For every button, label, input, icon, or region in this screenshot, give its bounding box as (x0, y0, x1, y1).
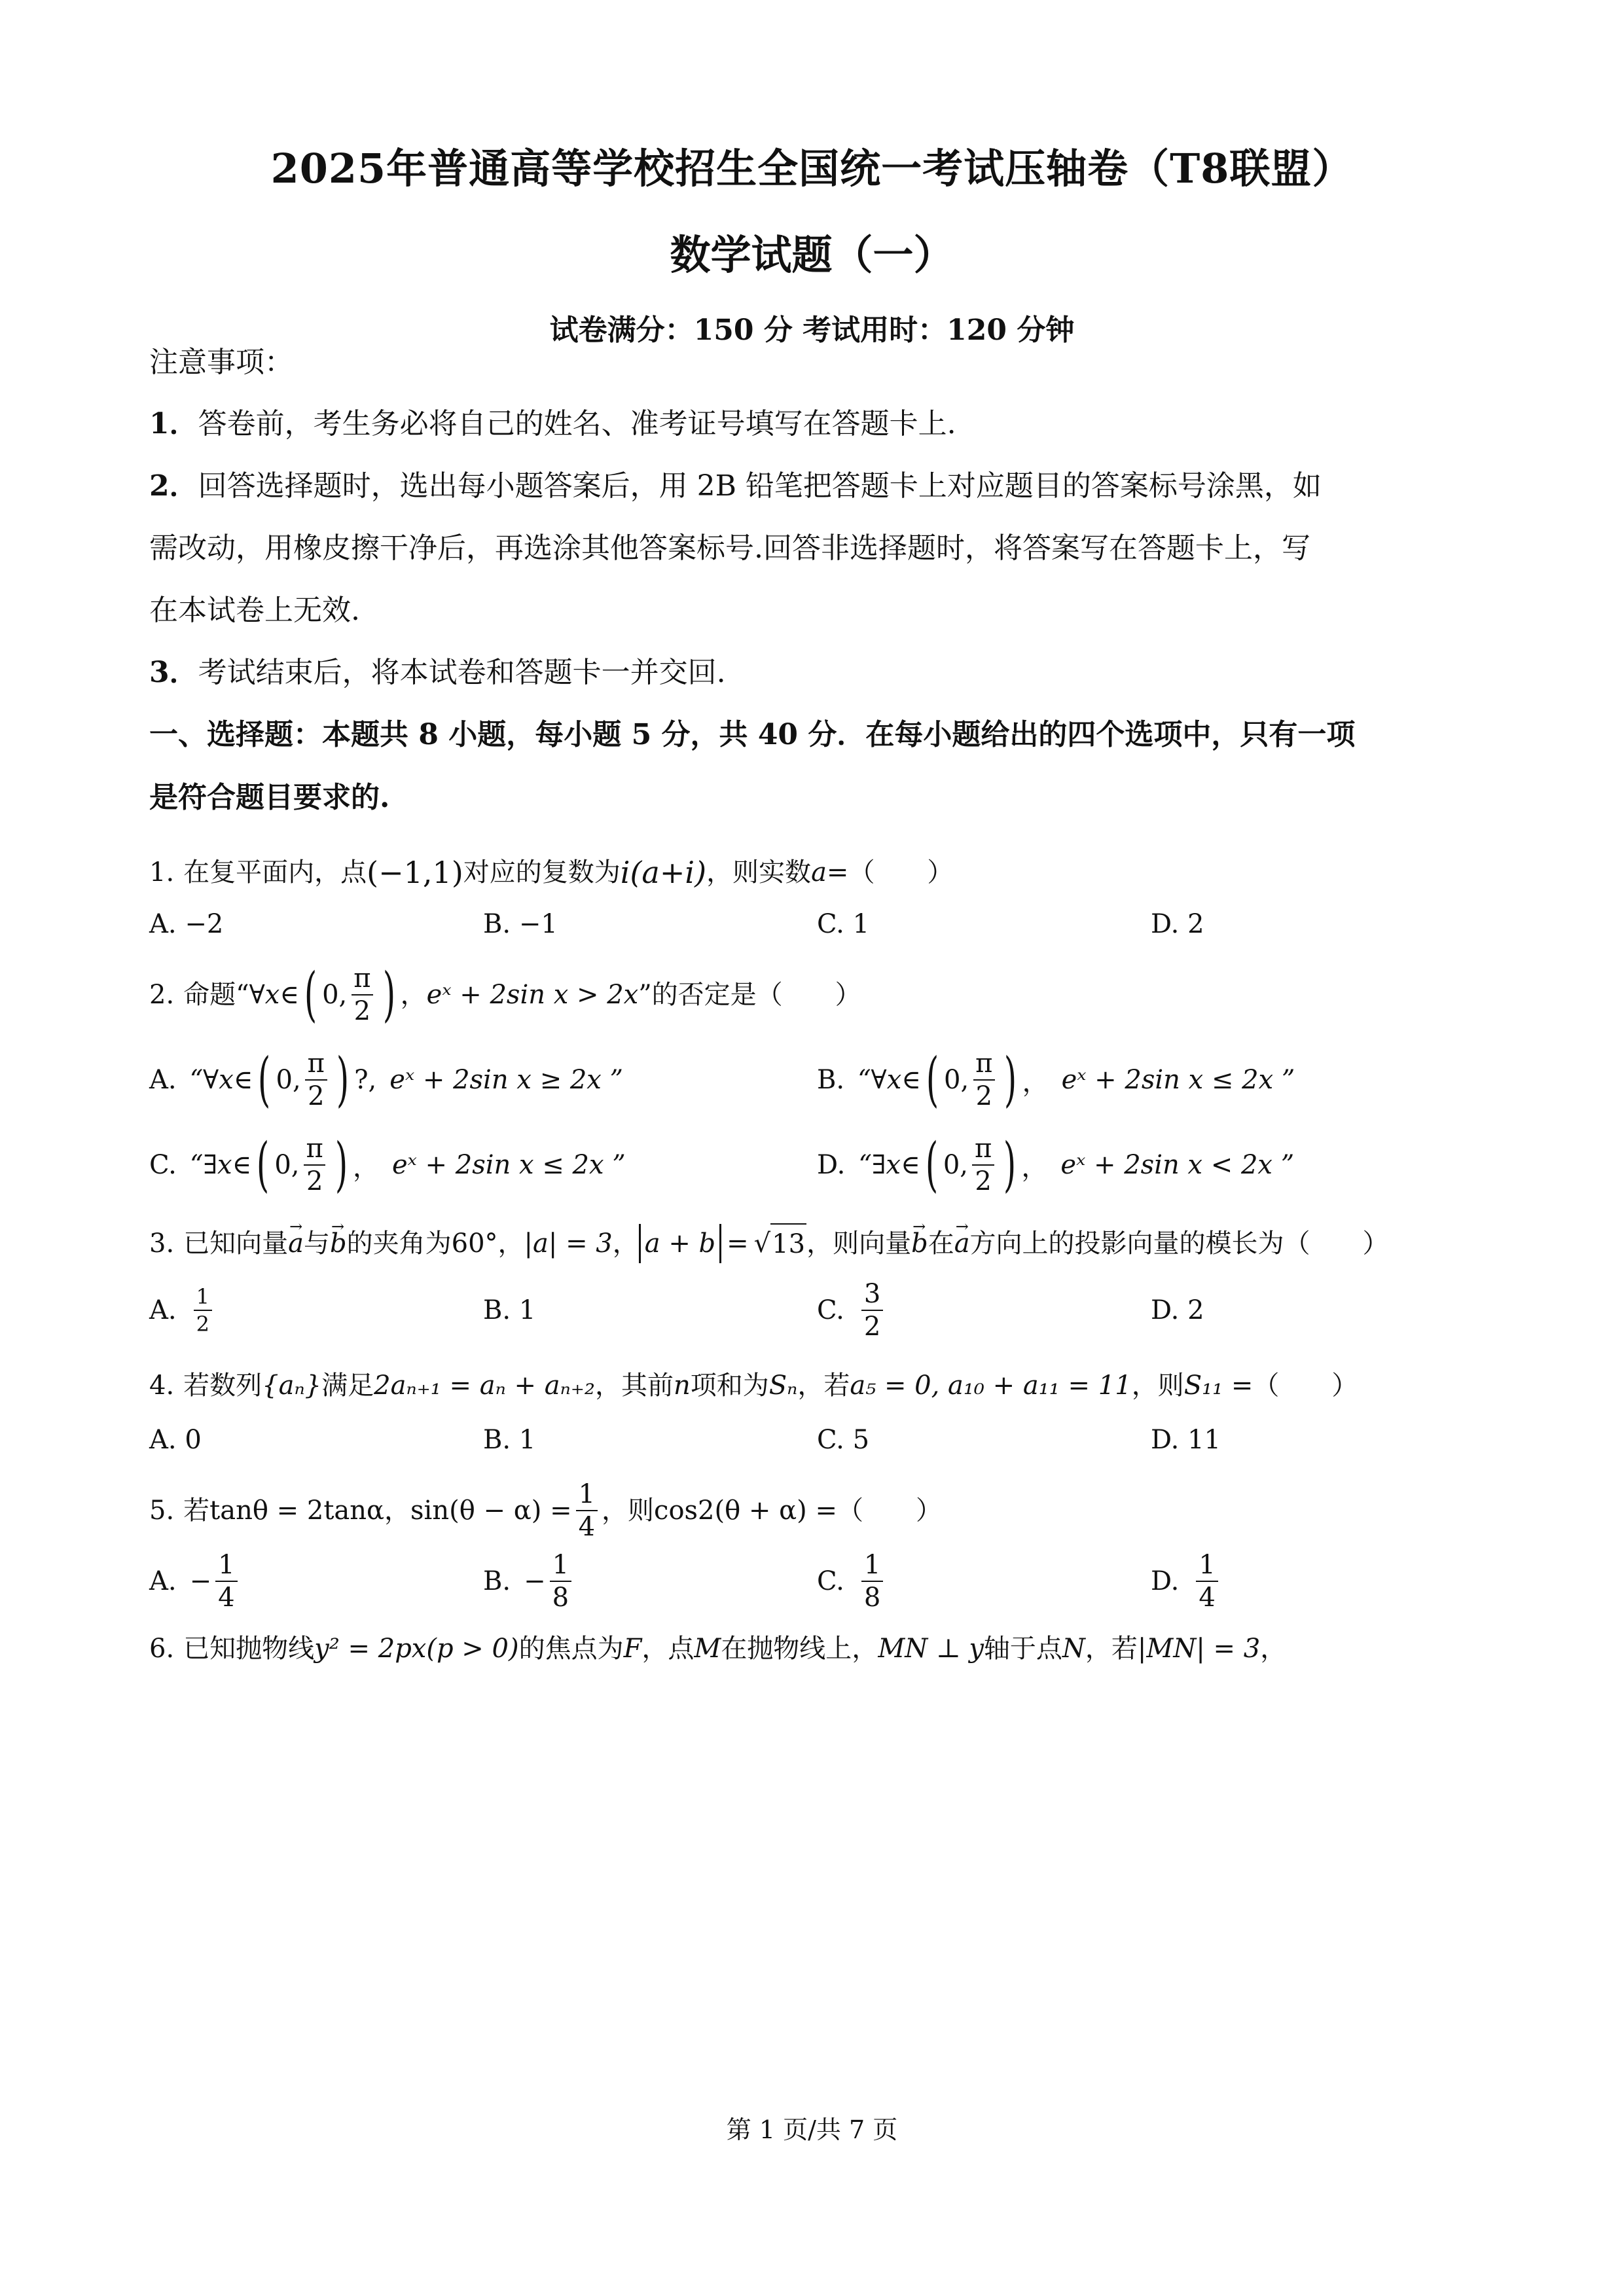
q1-option-b: B. −1 (483, 909, 558, 939)
question-4: 4. 若数列 {aₙ} 满足 2aₙ₊₁ = aₙ + aₙ₊₂ ，其前 n 项和为 Sₙ ，若 a₅ = 0, a₁₀ + a₁₁ = 11 ，则 S₁₁ = （ ） (149, 1371, 1358, 1401)
question-2: 2. 命题“ ∀x∈ ( 0, $\frac{\pi}{2}$ ) ， eˣ + 2sin x > 2x ”的否定是（ ） (149, 960, 861, 1029)
q2-option-b: B. “∀x∈ ( 0, $\frac{\pi}{2}$ ) ， eˣ + 2sin x ≤ 2x ” (817, 1045, 1295, 1114)
question-3: 3. 已知向量 → a 与 → b 的夹角为 60° ， |a| = 3 ， a + b = √ 13 ，则向量 → b 在 → a 方向上的投影向量的模长为（ ） (149, 1223, 1485, 1264)
q3-options (149, 1281, 1485, 1340)
question-5: 5. 若 tanθ = 2tanα ， sin(θ − α) = $\frac{1}{4}$ ，则 cos2(θ + α) = （ ） (149, 1479, 942, 1542)
q4-options (149, 1425, 1485, 1455)
q5-option-b: B. − $\frac{1}{8}$ (483, 1552, 817, 1611)
q2-options-row1 (149, 1045, 1485, 1114)
notes-heading: 注意事项： (149, 346, 293, 379)
q1-option-c: C. 1 (817, 909, 870, 939)
q1-option-a: A. −2 (149, 909, 224, 939)
question-6: 6. 已知抛物线 y² = 2px(p > 0) 的焦点为 F ，点 M 在抛物线上， MN ⊥ y 轴于点 N ，若 |MN| = 3 ， (149, 1634, 1287, 1664)
exam-subtitle: 数学试题（一） (670, 231, 954, 279)
q2-option-a: A. “∀x∈ ( 0, $\frac{\pi}{2}$ ) ?, eˣ + 2sin x ≥ 2x ” (149, 1045, 624, 1114)
q4-option-b: B. 1 (483, 1425, 536, 1455)
q5-option-a: A. − $\frac{1}{4}$ (149, 1552, 483, 1611)
q5-options (149, 1552, 1485, 1611)
q3-option-c: C. $\frac{3}{2}$ (817, 1281, 1151, 1340)
note-2: 2．回答选择题时，选出每小题答案后，用 2B 铅笔把答题卡上对应题目的答案标号涂黑，如 需改动，用橡皮擦干净后，再选涂其他答案标号.回答非选择题时，将答案写在答题卡上，写 在本试卷上无效. (149, 469, 1322, 627)
q2-option-c: C. “∃x∈ ( 0, $\frac{\pi}{2}$ ) ， eˣ + 2sin x ≤ 2x ” (149, 1130, 626, 1199)
q3-option-d: D. 2 (1151, 1295, 1204, 1325)
exam-title: 2025年普通高等学校招生全国统一考试压轴卷（T8联盟） (270, 145, 1354, 192)
q1-options (149, 909, 1485, 939)
question-1: 1. 在复平面内，点 (−1,1) 对应的复数为 i(a+i) ，则实数 a =（ ） (149, 855, 954, 890)
q4-option-a: A. 0 (149, 1425, 202, 1455)
q3-option-b: B. 1 (483, 1295, 536, 1325)
q2-options-row2 (149, 1130, 1485, 1199)
page-footer: 第 1 页/共 7 页 (726, 2115, 898, 2144)
q5-option-c: C. $\frac{1}{8}$ (817, 1552, 1151, 1611)
q2-option-d: D. “∃x∈ ( 0, $\frac{\pi}{2}$ ) ， eˣ + 2sin x < 2x ” (817, 1130, 1295, 1199)
note-1: 1．答卷前，考生务必将自己的姓名、准考证号填写在答题卡上. (149, 407, 956, 440)
section-heading: 一、选择题：本题共 8 小题，每小题 5 分，共 40 分．在每小题给出的四个选项中，只有一项 是符合题目要求的. (149, 718, 1356, 814)
q1-option-d: D. 2 (1151, 909, 1204, 939)
note-3: 3．考试结束后，将本试卷和答题卡一并交回. (149, 656, 726, 689)
q4-option-c: C. 5 (817, 1425, 870, 1455)
exam-info: 试卷满分：150 分 考试用时：120 分钟 (549, 314, 1075, 347)
q4-option-d: D. 11 (1151, 1425, 1221, 1455)
pi-over-2: $\frac{\pi}{2}$ (351, 965, 373, 1024)
exam-body (149, 334, 1485, 1668)
q5-option-d: D. $\frac{1}{4}$ (1151, 1552, 1485, 1611)
q3-option-a: A. $\frac{1}{2}$ (149, 1286, 483, 1335)
